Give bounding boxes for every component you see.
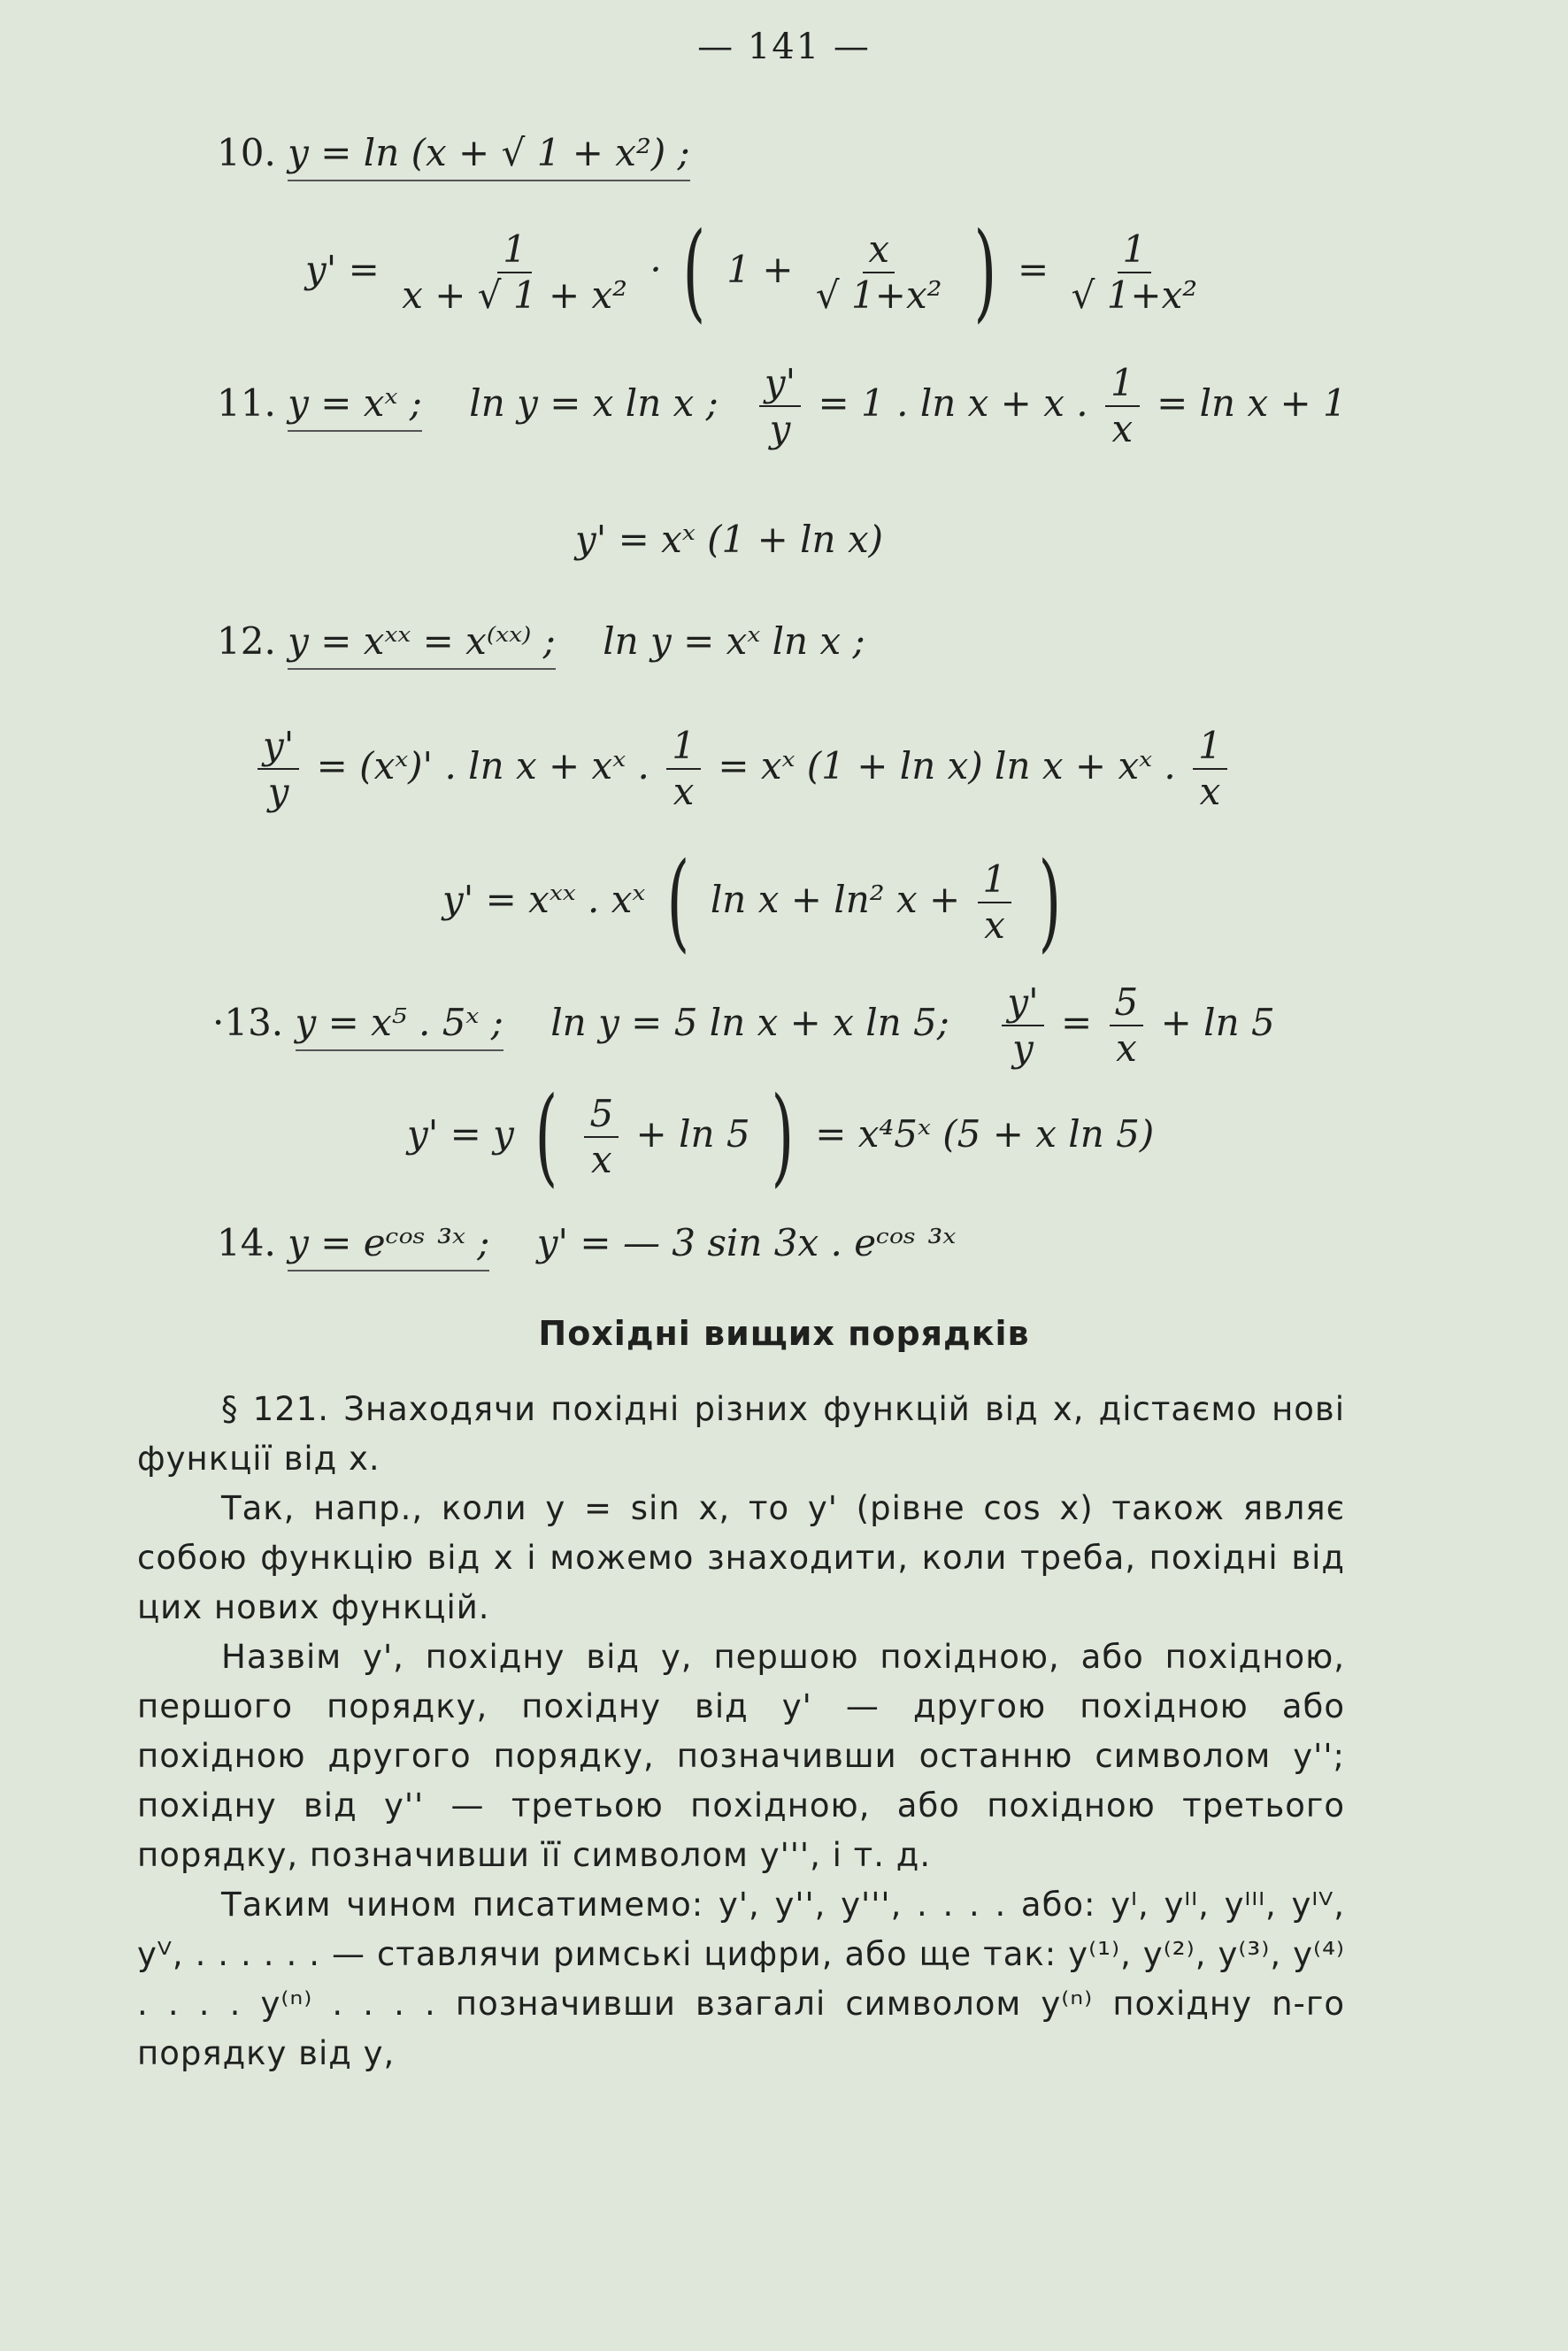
equals: = — [1060, 1001, 1093, 1045]
denominator: x — [1199, 770, 1221, 814]
function-definition: y = x⁵ . 5ˣ ; — [296, 1001, 503, 1051]
example-11 — [217, 363, 1347, 449]
example-12-derivative — [252, 726, 1233, 812]
denominator: y — [267, 770, 289, 814]
left-paren: ( — [534, 1075, 558, 1198]
denominator: y — [769, 407, 791, 451]
example-number: 14. — [217, 1221, 276, 1264]
denominator: √ 1+x² — [815, 273, 942, 317]
example-number: 12. — [217, 619, 276, 663]
fraction — [1002, 982, 1043, 1069]
denominator: x — [984, 903, 1005, 947]
paragraph: Таким чином писатимемо: y', y'', y''', . . . . або: yᴵ, yᴵᴵ, yᴵᴵᴵ, yᴵⱽ, yⱽ, . . . . . . — ставлячи римські цифри, або ще так: y⁽¹⁾, y⁽²⁾, y⁽³⁾, y⁽⁴⁾ . . . . y⁽ⁿ⁾ . . . . позначивши взагалі символом y⁽ⁿ⁾ похідну n-го порядку від y, — [137, 1886, 1345, 2072]
example-10 — [217, 131, 690, 174]
example-14 — [217, 1221, 956, 1264]
function-definition: y = ln (x + √ 1 + x²) ; — [288, 131, 690, 181]
example-number: ·13. — [212, 1001, 284, 1045]
term: y' = y — [407, 1112, 514, 1156]
term: + ln 5 — [635, 1112, 750, 1156]
function-definition: y = xˣ ; — [288, 381, 422, 432]
example-13-result — [407, 1075, 1155, 1198]
fraction — [396, 229, 633, 316]
term: = (xˣ)' . ln x + xˣ . — [316, 744, 649, 788]
term: = xˣ (1 + ln x) ln x + xˣ . — [718, 744, 1176, 788]
section-heading: Похідні вищих порядків — [538, 1314, 1030, 1353]
numerator: y' — [257, 726, 299, 770]
numerator: 5 — [1110, 982, 1144, 1026]
example-12 — [217, 619, 865, 663]
term: + ln 5 — [1160, 1001, 1275, 1045]
right-paren: ) — [771, 1075, 795, 1198]
denominator: x + √ 1 + x² — [402, 273, 628, 317]
denominator: x — [590, 1138, 612, 1181]
example-11-result: y' = xˣ (1 + ln x) — [575, 518, 884, 561]
term: 1 + — [726, 248, 794, 291]
fraction — [584, 1091, 619, 1181]
body-text — [137, 1385, 1345, 2078]
denominator: y — [1012, 1026, 1034, 1071]
fraction — [666, 726, 701, 812]
numerator: 1 — [1193, 726, 1227, 770]
equals: = — [1018, 248, 1049, 291]
derivative: y' = — 3 sin 3x . eᶜᵒˢ ³ˣ — [536, 1221, 957, 1264]
numerator: 1 — [497, 229, 532, 273]
fraction — [978, 859, 1012, 946]
left-paren: ( — [666, 841, 689, 964]
numerator: 1 — [978, 859, 1012, 903]
term: = x⁴5ˣ (5 + x ln 5) — [815, 1112, 1155, 1156]
numerator: y' — [1002, 982, 1043, 1026]
fraction — [1110, 982, 1144, 1069]
term: ln x + ln² x + — [710, 878, 961, 921]
page-number: — 141 — — [697, 27, 871, 67]
paragraph: Так, напр., коли y = sin x, то y' (рівне cos x) також являє собою функцію від x і можемо знаходити, коли треба, похідні від цих нових функцій. — [137, 1489, 1345, 1626]
function-definition: y = eᶜᵒˢ ³ˣ ; — [288, 1221, 489, 1272]
numerator: y' — [759, 363, 801, 407]
example-10-derivative — [305, 211, 1208, 334]
log-form: ln y = x ln x ; — [469, 381, 719, 426]
example-12-result — [442, 841, 1070, 964]
numerator: 1 — [1118, 229, 1152, 273]
paragraph: Назвім y', похідну від y, першою похідною, або похідною, першого порядку, похідну від y' — другою похідною або похідною другого порядку, позначивши останню символом y''; похідну від y'' — третьою похідною, або похідною третього порядку, позначивши її символом y''', і т. д. — [137, 1638, 1345, 1874]
lhs: y' = — [305, 248, 380, 291]
right-paren: ) — [973, 211, 997, 334]
log-form: ln y = 5 ln x + x ln 5; — [550, 1001, 949, 1045]
log-form: ln y = xˣ ln x ; — [603, 619, 865, 663]
example-number: 10. — [217, 131, 276, 174]
term: = ln x + 1 — [1157, 381, 1347, 426]
fraction — [1066, 229, 1203, 316]
denominator: x — [1116, 1026, 1137, 1071]
function-definition: y = xˣˣ = x⁽ˣˣ⁾ ; — [288, 619, 556, 670]
denominator: x — [673, 770, 695, 814]
fraction — [811, 229, 948, 316]
fraction — [1105, 363, 1140, 449]
fraction — [759, 363, 801, 449]
right-paren: ) — [1038, 841, 1061, 964]
dot: · — [649, 248, 662, 291]
denominator: x — [1111, 407, 1134, 451]
example-13 — [212, 982, 1275, 1069]
numerator: 1 — [1105, 363, 1140, 407]
left-paren: ( — [682, 211, 706, 334]
paragraph: § 121. Знаходячи похідні різних функцій від x, дістаємо нові функції від x. — [137, 1390, 1345, 1478]
term: = 1 . ln x + x . — [818, 381, 1088, 426]
numerator: x — [863, 229, 895, 273]
fraction — [257, 726, 299, 812]
numerator: 1 — [666, 726, 701, 770]
example-number: 11. — [217, 381, 276, 426]
numerator: 5 — [584, 1094, 619, 1138]
term: y' = xˣˣ . xˣ — [442, 878, 646, 921]
denominator: √ 1+x² — [1071, 273, 1198, 317]
fraction — [1193, 726, 1227, 812]
